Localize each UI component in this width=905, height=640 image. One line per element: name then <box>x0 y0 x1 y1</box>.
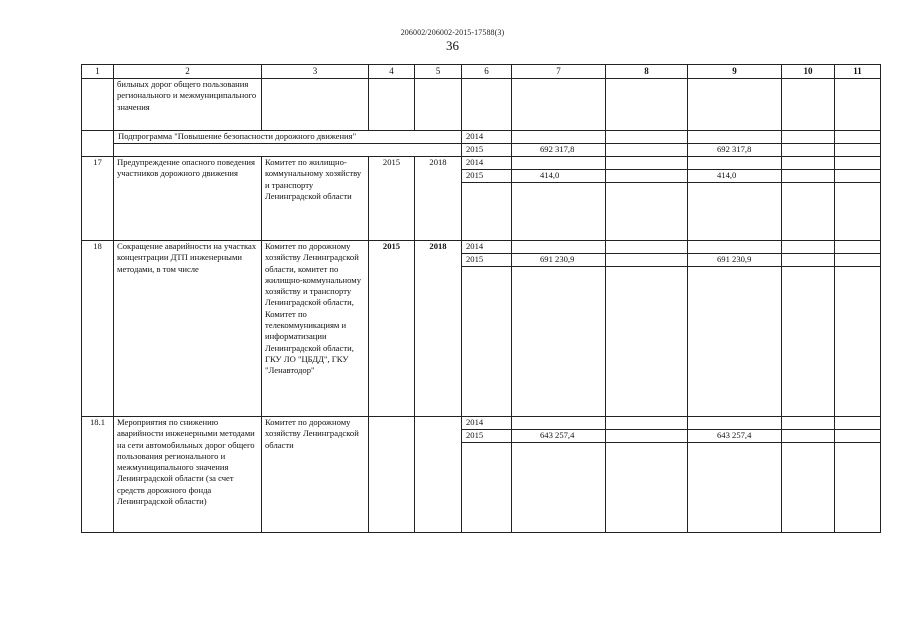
value-cell <box>606 144 688 157</box>
value-cell: 414,0 <box>688 170 782 183</box>
subprogram-row <box>82 144 881 157</box>
year-cell <box>462 183 512 241</box>
end-year-cell <box>415 417 462 533</box>
value-cell <box>782 430 835 443</box>
start-year-cell: 2015 <box>369 157 415 241</box>
column-header-row <box>82 65 881 79</box>
start-year-cell <box>369 417 415 533</box>
value-cell <box>835 183 881 241</box>
page-number: 36 <box>446 38 459 53</box>
value-cell <box>782 267 835 417</box>
value-cell <box>606 170 688 183</box>
value-cell <box>782 144 835 157</box>
row-number: 18 <box>82 241 114 417</box>
value-cell <box>782 170 835 183</box>
value-cell <box>688 417 782 430</box>
value-cell <box>835 79 881 131</box>
value-cell <box>835 254 881 267</box>
executor-cell: Комитет по дорожному хозяйству Ленинградской области <box>262 417 369 533</box>
row-number <box>82 131 114 157</box>
column-header: 6 <box>462 65 512 79</box>
column-header: 2 <box>114 65 262 79</box>
activity-name: Сокращение аварийности на участках концентрации ДТП инженерными методами, в том числе <box>114 241 262 417</box>
table-row <box>82 157 881 170</box>
value-cell <box>512 183 606 241</box>
value-cell <box>512 157 606 170</box>
executor-cell: Комитет по дорожному хозяйству Ленинградской области, комитет по жилищно-коммунальному хозяйству и транспорту Ленинградской области, Комитет по телекоммуникациям и информатизации Ленинградской области, ГКУ ЛО "ЦБДД", ГКУ "Ленавтодор" <box>262 241 369 417</box>
value-cell: 691 230,9 <box>512 254 606 267</box>
year-cell: 2014 <box>462 417 512 430</box>
value-cell <box>606 79 688 131</box>
column-header: 9 <box>688 65 782 79</box>
column-header: 7 <box>512 65 606 79</box>
value-cell <box>512 79 606 131</box>
row-number <box>82 79 114 131</box>
subprogram-row <box>82 131 881 144</box>
value-cell <box>606 131 688 144</box>
table-row <box>82 79 881 131</box>
value-cell <box>835 170 881 183</box>
year-cell <box>462 79 512 131</box>
value-cell <box>606 430 688 443</box>
value-cell <box>688 157 782 170</box>
value-cell <box>606 443 688 533</box>
year-cell: 2014 <box>462 157 512 170</box>
year-cell: 2014 <box>462 241 512 254</box>
start-year-cell <box>369 79 415 131</box>
value-cell <box>688 79 782 131</box>
column-header: 4 <box>369 65 415 79</box>
value-cell <box>606 417 688 430</box>
value-cell <box>512 417 606 430</box>
value-cell: 414,0 <box>512 170 606 183</box>
start-year-cell: 2015 <box>369 241 415 417</box>
value-cell <box>835 443 881 533</box>
year-cell: 2015 <box>462 430 512 443</box>
table-row <box>82 417 881 430</box>
value-cell: 643 257,4 <box>512 430 606 443</box>
value-cell <box>835 241 881 254</box>
value-cell <box>512 131 606 144</box>
value-cell <box>835 417 881 430</box>
value-cell <box>688 131 782 144</box>
value-cell <box>782 417 835 430</box>
value-cell <box>512 241 606 254</box>
value-cell <box>835 267 881 417</box>
value-cell: 691 230,9 <box>688 254 782 267</box>
activity-name: Мероприятия по снижению аварийности инженерными методами на сети автомобильных дорог общего пользования регионального и межмуниципального значения Ленинградской области (за счет средств дорожного фонда Ленинградской области) <box>114 417 262 533</box>
column-header: 5 <box>415 65 462 79</box>
continuation-text: бильных дорог общего пользования регионального и межмуниципального значения <box>114 79 262 131</box>
year-cell: 2015 <box>462 144 512 157</box>
program-table <box>81 64 881 533</box>
value-cell <box>782 183 835 241</box>
executor-cell <box>262 79 369 131</box>
value-cell <box>782 79 835 131</box>
end-year-cell <box>415 79 462 131</box>
subprogram-title: Подпрограмма "Повышение безопасности дорожного движения" <box>114 131 462 144</box>
value-cell <box>512 443 606 533</box>
value-cell <box>606 254 688 267</box>
end-year-cell: 2018 <box>415 157 462 241</box>
value-cell <box>782 241 835 254</box>
value-cell: 692 317,8 <box>688 144 782 157</box>
value-cell <box>835 430 881 443</box>
column-header: 10 <box>782 65 835 79</box>
value-cell <box>835 157 881 170</box>
value-cell: 692 317,8 <box>512 144 606 157</box>
value-cell <box>606 183 688 241</box>
value-cell <box>782 157 835 170</box>
subprogram-blank <box>114 144 462 157</box>
year-cell <box>462 267 512 417</box>
value-cell <box>606 267 688 417</box>
year-cell: 2015 <box>462 254 512 267</box>
executor-cell: Комитет по жилищно-коммунальному хозяйству и транспорту Ленинградской области <box>262 157 369 241</box>
column-header: 1 <box>82 65 114 79</box>
activity-name: Предупреждение опасного поведения участников дорожного движения <box>114 157 262 241</box>
year-cell <box>462 443 512 533</box>
value-cell <box>688 241 782 254</box>
column-header: 11 <box>835 65 881 79</box>
value-cell <box>688 443 782 533</box>
column-header: 8 <box>606 65 688 79</box>
year-cell: 2015 <box>462 170 512 183</box>
row-number: 17 <box>82 157 114 241</box>
value-cell <box>606 241 688 254</box>
value-cell <box>782 254 835 267</box>
year-cell: 2014 <box>462 131 512 144</box>
value-cell <box>782 131 835 144</box>
end-year-cell: 2018 <box>415 241 462 417</box>
value-cell <box>512 267 606 417</box>
value-cell <box>782 443 835 533</box>
value-cell <box>835 144 881 157</box>
column-header: 3 <box>262 65 369 79</box>
value-cell <box>688 267 782 417</box>
value-cell <box>606 157 688 170</box>
row-number: 18.1 <box>82 417 114 533</box>
document-code: 206002/206002-2015-17588(3) <box>400 28 505 37</box>
value-cell: 643 257,4 <box>688 430 782 443</box>
table-row <box>82 241 881 254</box>
value-cell <box>835 131 881 144</box>
value-cell <box>688 183 782 241</box>
